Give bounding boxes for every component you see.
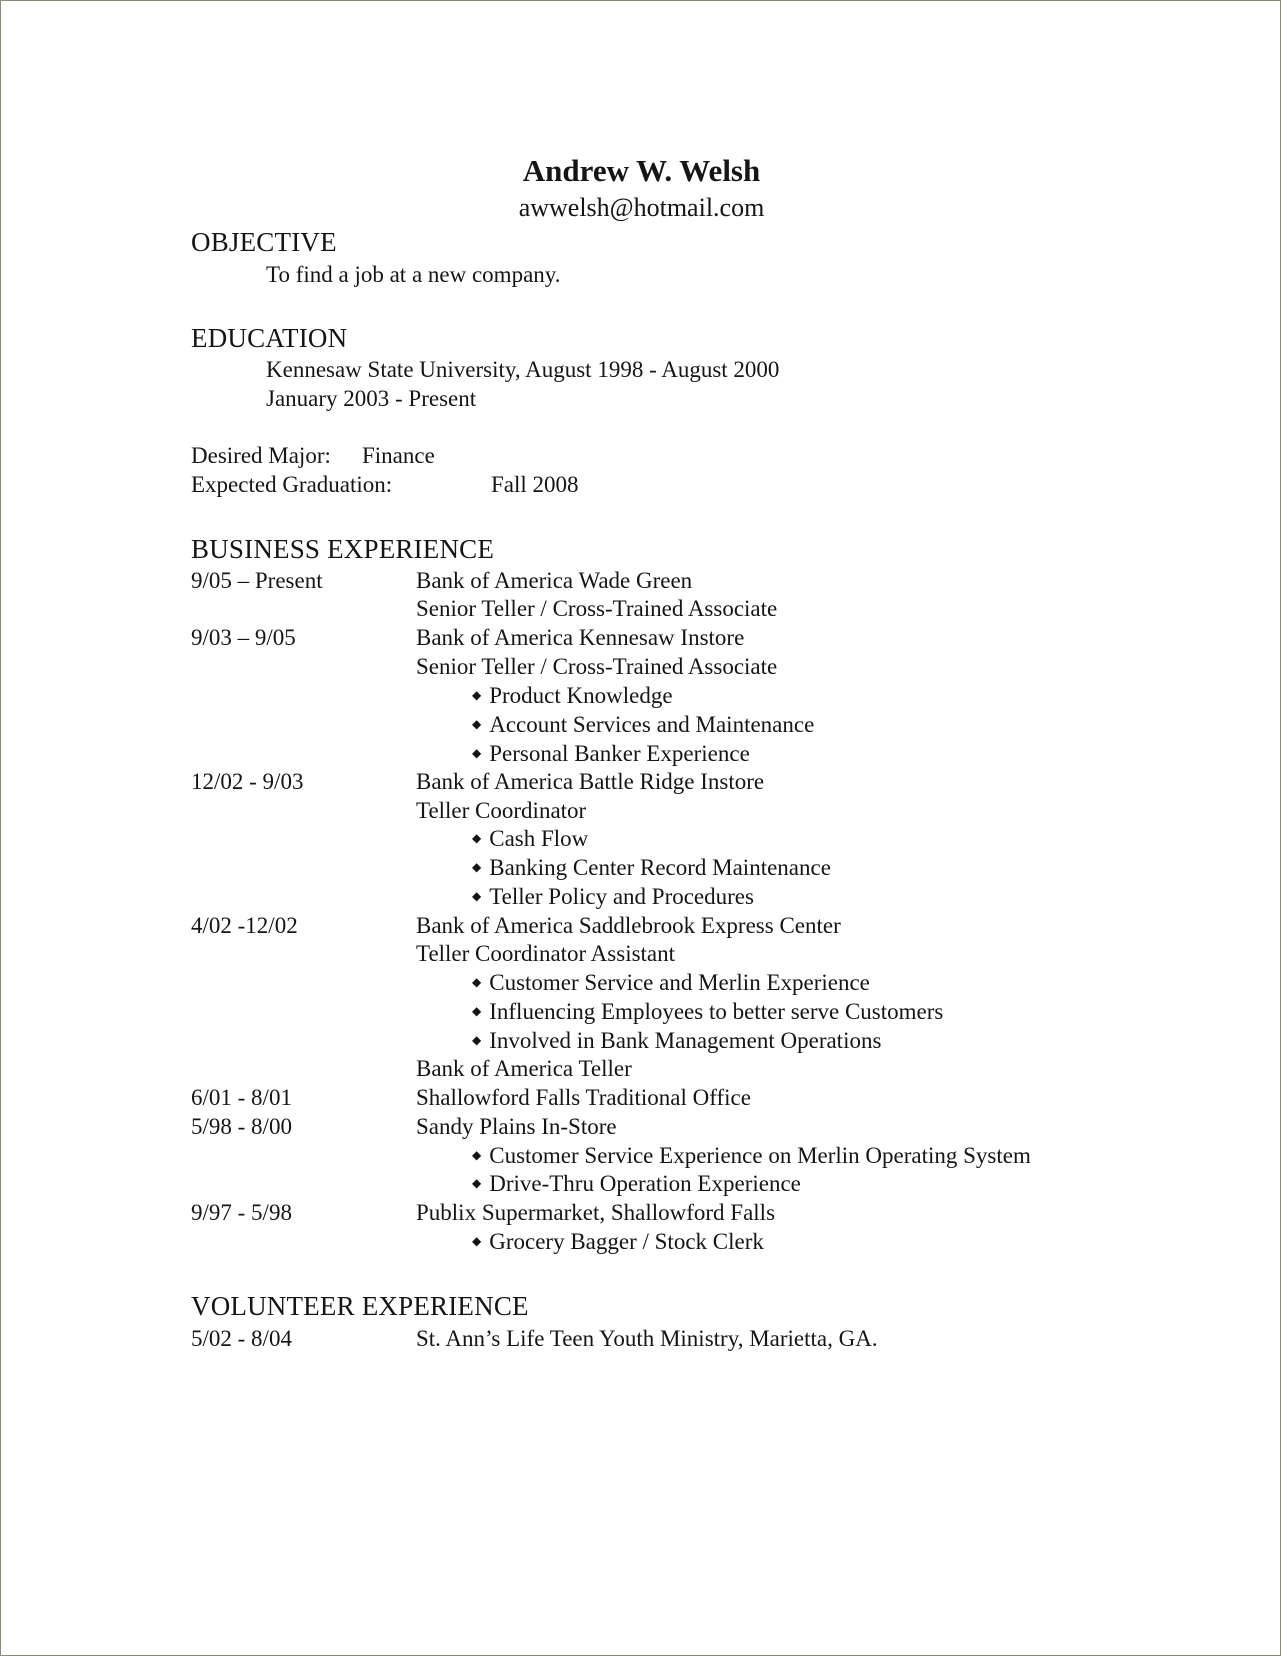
list-item xyxy=(472,999,943,1025)
diamond-bullet-icon: ◆ xyxy=(472,1176,482,1190)
diamond-bullet-icon: ◆ xyxy=(472,860,482,874)
list-item xyxy=(472,1229,764,1255)
list-item-text: Account Services and Maintenance xyxy=(489,712,815,737)
job-line: Shallowford Falls Traditional Office xyxy=(416,1085,751,1110)
list-item-text: Grocery Bagger / Stock Clerk xyxy=(489,1229,764,1254)
candidate-name: Andrew W. Welsh xyxy=(522,153,761,188)
list-item xyxy=(472,884,754,910)
list-item xyxy=(472,683,673,709)
job-line: Bank of America Saddlebrook Express Center xyxy=(416,913,841,938)
business-experience-heading: BUSINESS EXPERIENCE xyxy=(191,534,495,564)
list-item xyxy=(472,741,750,767)
job-date: 9/05 – Present xyxy=(191,568,323,593)
job-date: 9/03 – 9/05 xyxy=(191,625,296,650)
job-line: Bank of America Wade Green xyxy=(416,568,693,593)
diamond-bullet-icon: ◆ xyxy=(472,831,482,845)
desired-major-value: Finance xyxy=(362,443,435,468)
diamond-bullet-icon: ◆ xyxy=(472,1004,482,1018)
expected-graduation-value: Fall 2008 xyxy=(491,472,579,497)
job-line: Bank of America Teller xyxy=(416,1056,632,1081)
volunteer-text: St. Ann’s Life Teen Youth Ministry, Marietta, GA. xyxy=(416,1326,878,1351)
list-item-text: Influencing Employees to better serve Customers xyxy=(489,999,944,1024)
education-heading: EDUCATION xyxy=(191,323,348,353)
list-item xyxy=(472,1143,1031,1169)
diamond-bullet-icon: ◆ xyxy=(472,975,482,989)
diamond-bullet-icon: ◆ xyxy=(472,717,482,731)
list-item-text: Drive-Thru Operation Experience xyxy=(489,1171,801,1196)
job-line: Teller Coordinator Assistant xyxy=(416,941,676,966)
education-line: January 2003 - Present xyxy=(266,386,477,411)
list-item-text: Customer Service and Merlin Experience xyxy=(489,970,870,995)
job-line: Senior Teller / Cross-Trained Associate xyxy=(416,596,778,621)
expected-graduation-label: Expected Graduation: xyxy=(191,472,393,497)
job-line: Publix Supermarket, Shallowford Falls xyxy=(416,1200,776,1225)
list-item-text: Banking Center Record Maintenance xyxy=(489,855,831,880)
job-date: 12/02 - 9/03 xyxy=(191,769,304,794)
list-item xyxy=(472,826,588,852)
list-item xyxy=(472,712,814,738)
job-line: Senior Teller / Cross-Trained Associate xyxy=(416,654,778,679)
job-line: Teller Coordinator xyxy=(416,798,587,823)
diamond-bullet-icon: ◆ xyxy=(472,889,482,903)
volunteer-experience-heading: VOLUNTEER EXPERIENCE xyxy=(191,1291,529,1321)
job-line: Sandy Plains In-Store xyxy=(416,1114,617,1139)
list-item xyxy=(472,855,831,881)
list-item-text: Cash Flow xyxy=(489,826,589,851)
job-line: Bank of America Battle Ridge Instore xyxy=(416,769,765,794)
list-item-text: Involved in Bank Management Operations xyxy=(489,1028,882,1053)
diamond-bullet-icon: ◆ xyxy=(472,1148,482,1162)
diamond-bullet-icon: ◆ xyxy=(472,746,482,760)
list-item-text: Personal Banker Experience xyxy=(489,741,750,766)
candidate-email: awwelsh@hotmail.com xyxy=(518,193,765,222)
diamond-bullet-icon: ◆ xyxy=(472,1033,482,1047)
volunteer-date: 5/02 - 8/04 xyxy=(191,1326,292,1351)
objective-text: To find a job at a new company. xyxy=(266,262,561,287)
job-date: 9/97 - 5/98 xyxy=(191,1200,292,1225)
list-item-text: Customer Service Experience on Merlin Operating System xyxy=(489,1143,1031,1168)
list-item xyxy=(472,970,870,996)
list-item-text: Teller Policy and Procedures xyxy=(489,884,754,909)
education-line: Kennesaw State University, August 1998 - August 2000 xyxy=(266,357,780,382)
diamond-bullet-icon: ◆ xyxy=(472,1234,482,1248)
job-date: 4/02 -12/02 xyxy=(191,913,298,938)
list-item-text: Product Knowledge xyxy=(489,683,673,708)
job-date: 5/98 - 8/00 xyxy=(191,1114,292,1139)
objective-heading: OBJECTIVE xyxy=(191,227,337,257)
list-item xyxy=(472,1171,801,1197)
job-line: Bank of America Kennesaw Instore xyxy=(416,625,745,650)
job-date: 6/01 - 8/01 xyxy=(191,1085,292,1110)
desired-major-label: Desired Major: xyxy=(191,443,331,468)
list-item xyxy=(472,1028,881,1054)
diamond-bullet-icon: ◆ xyxy=(472,688,482,702)
